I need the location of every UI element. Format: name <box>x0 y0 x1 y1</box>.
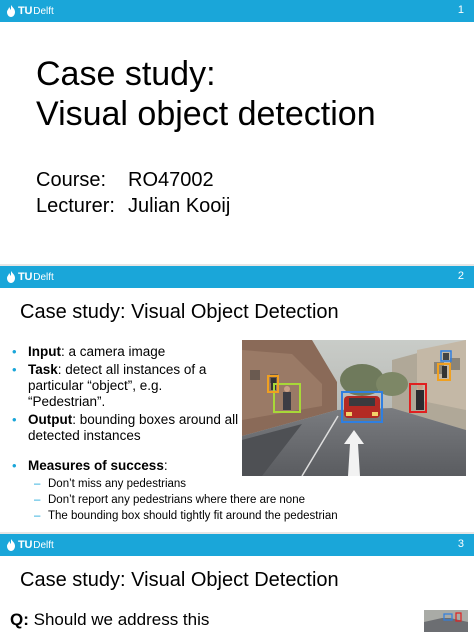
slide-1 <box>0 0 474 264</box>
slide-header-bar <box>0 534 474 556</box>
slide-title: Case study: Visual Object Detection <box>20 301 339 323</box>
lecturer-value: Julian Kooij <box>128 195 231 217</box>
bullet-list <box>10 344 240 446</box>
course-row <box>36 168 214 192</box>
title-line-2: Visual object detection <box>36 95 376 133</box>
slide-2 <box>0 266 474 532</box>
sub-bullet-text: Don’t report any pedestrians where there are none <box>48 494 305 506</box>
bullet-dot: • <box>12 412 17 427</box>
dash-marker: – <box>34 510 41 522</box>
logo-tu-text: TU <box>18 539 33 551</box>
bullet-dot: • <box>12 344 17 359</box>
sub-bullet-list <box>34 476 338 524</box>
bullet-text: : bounding boxes around all detected instances <box>28 412 239 443</box>
lecturer-label: Lecturer: <box>36 195 115 217</box>
street-scene-image <box>242 340 466 476</box>
tu-delft-logo <box>6 269 54 285</box>
sub-bullet <box>34 476 338 492</box>
logo-tu-text: TU <box>18 271 33 283</box>
title-line-1: Case study: <box>36 55 216 93</box>
sub-bullet-text: The bounding box should tightly fit around the pedestrian <box>48 510 338 522</box>
logo-delft-text: Delft <box>33 539 54 551</box>
tu-delft-flame-icon <box>6 271 16 283</box>
question-text <box>10 610 209 630</box>
lecturer-row <box>36 194 230 218</box>
bullet-measures <box>10 458 168 474</box>
bullet-text: : detect all instances of a particular “object”, e.g. “Pedestrian”. <box>28 362 207 409</box>
page-number: 2 <box>457 270 464 282</box>
bullet-bold: Task <box>28 362 58 377</box>
sub-bullet-text: Don’t miss any pedestrians <box>48 478 187 490</box>
bullet-input <box>10 344 240 360</box>
bullet-dot: • <box>12 458 17 473</box>
bullet-output <box>10 412 240 444</box>
sub-bullet <box>34 492 338 508</box>
tu-delft-logo <box>6 537 54 553</box>
dash-marker: – <box>34 478 41 490</box>
bullet-text: : a camera image <box>61 344 166 359</box>
logo-delft-text: Delft <box>33 5 54 17</box>
logo-tu-text: TU <box>18 5 33 17</box>
dash-marker: – <box>34 494 41 506</box>
tu-delft-flame-icon <box>6 539 16 551</box>
slide-title: Case study: Visual Object Detection <box>20 569 339 591</box>
course-value: RO47002 <box>128 169 214 191</box>
tu-delft-logo <box>6 3 54 19</box>
logo-delft-text: Delft <box>33 271 54 283</box>
tu-delft-flame-icon <box>6 5 16 17</box>
bullet-text: : <box>163 458 168 473</box>
question-bold: Q: <box>10 610 29 629</box>
sub-bullet <box>34 508 338 524</box>
page-number: 3 <box>457 538 464 550</box>
course-label: Course: <box>36 169 107 191</box>
bullet-bold: Output <box>28 412 73 427</box>
slide-title <box>36 54 376 134</box>
slide-header-bar <box>0 266 474 288</box>
question-body: Should we address this <box>28 610 210 629</box>
bullet-dot: • <box>12 362 17 377</box>
slide-3 <box>0 534 474 632</box>
street-scene-thumbnail <box>424 610 468 632</box>
bullet-task <box>10 362 240 410</box>
page-number: 1 <box>457 4 464 16</box>
slide-header-bar <box>0 0 474 22</box>
bullet-bold: Measures of success <box>28 458 164 473</box>
bullet-bold: Input <box>28 344 61 359</box>
